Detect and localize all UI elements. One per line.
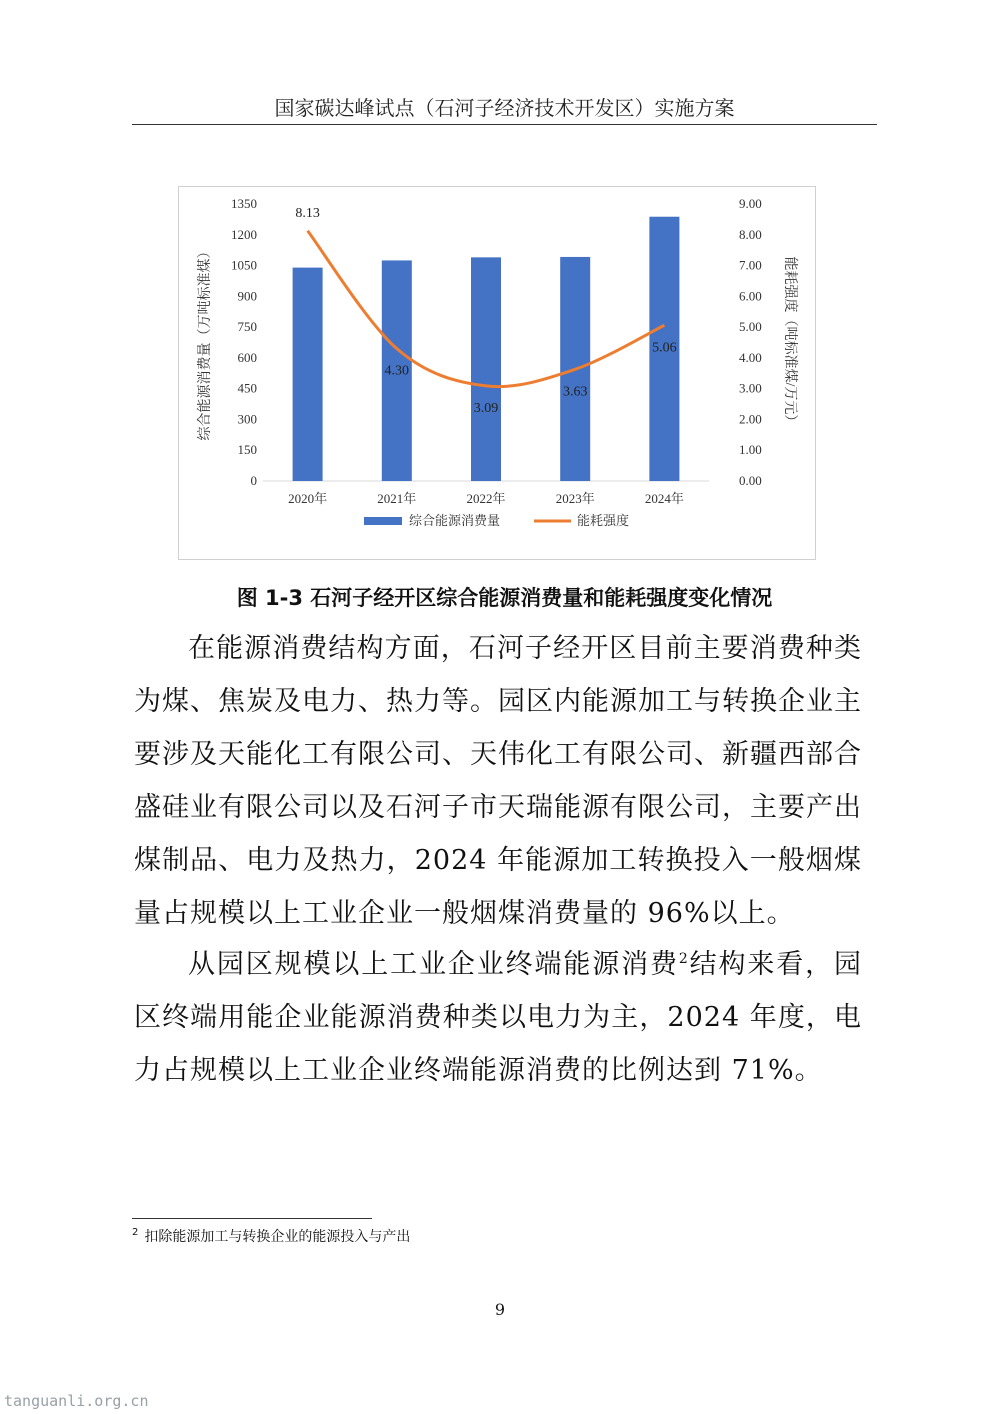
legend-swatch-bar	[364, 517, 402, 525]
page-number: 9	[494, 1300, 506, 1319]
y2-tick-label: 7.00	[739, 257, 762, 273]
page-header-title: 国家碳达峰试点（石河子经济技术开发区）实施方案	[274, 96, 735, 120]
y2-tick-label: 9.00	[739, 196, 762, 211]
y2-tick-label: 4.00	[739, 349, 762, 365]
header-rule	[132, 124, 877, 125]
y-tick-label: 1350	[231, 196, 257, 211]
y-axis-title: 综合能源消费量（万吨标准煤）	[198, 244, 213, 441]
y2-tick-label: 0.00	[739, 473, 762, 488]
data-label: 3.63	[562, 384, 588, 400]
y2-tick-label: 1.00	[739, 442, 762, 458]
y2-tick-label: 8.00	[739, 226, 762, 242]
legend-label: 综合能源消费量	[409, 513, 501, 528]
y-tick-label: 0	[250, 473, 257, 488]
y-tick-label: 150	[237, 442, 257, 458]
y2-axis-title: 能耗强度（吨标准煤/万元）	[782, 256, 797, 429]
data-label: 3.09	[473, 400, 499, 416]
y-tick-label: 300	[237, 411, 257, 427]
y-tick-label: 900	[237, 288, 257, 304]
y-tick-label: 1050	[231, 257, 257, 273]
x-tick-label: 2023年	[555, 491, 595, 506]
paragraph-2	[134, 938, 862, 1097]
footnote-mark: 2	[132, 1227, 139, 1239]
data-label: 8.13	[295, 205, 320, 221]
y-tick-label: 750	[237, 319, 257, 335]
legend-label: 能耗强度	[577, 513, 630, 528]
y2-tick-label: 3.00	[739, 380, 762, 396]
y2-tick-label: 5.00	[739, 319, 762, 335]
energy-chart	[179, 187, 815, 559]
paragraph-2-part-1: 从园区规模以上工业企业终端能源消费	[188, 949, 679, 980]
footnote-ref[interactable]: 2	[678, 951, 689, 967]
figure-caption: 图 1-3 石河子经开区综合能源消费量和能耗强度变化情况	[236, 586, 773, 610]
footnote	[132, 1226, 410, 1246]
y-tick-label: 450	[237, 380, 257, 396]
y2-tick-label: 2.00	[739, 411, 762, 427]
footnote-rule	[132, 1218, 372, 1219]
paragraph-1: 在能源消费结构方面，石河子经开区目前主要消费种类为煤、焦炭及电力、热力等。园区内能源加工与转换企业主要涉及天能化工有限公司、天伟化工有限公司、新疆西部合盛硅业有限公司以及石河子市天瑞能源有限公司，主要产出煤制品、电力及热力，2024 年能源加工转换投入一般烟煤量占规模以上工业企业一般烟煤消费量的 96%以上。	[134, 633, 862, 929]
x-tick-label: 2020年	[288, 491, 328, 506]
watermark: tanguanli.org.cn	[4, 1392, 149, 1410]
bar	[471, 257, 501, 481]
x-tick-label: 2024年	[644, 491, 684, 506]
x-tick-label: 2022年	[466, 491, 506, 506]
chart-container	[178, 186, 816, 560]
paragraph-2-part-2: 结构来看，园区终端用能企业能源消费种类以电力为主，2024 年度，电力占规模以上工业企业终端能源消费的比例达到 71%。	[134, 949, 863, 1086]
footnote-text: 扣除能源加工与转换企业的能源投入与产出	[144, 1229, 411, 1245]
y-tick-label: 1200	[231, 226, 257, 242]
x-tick-label: 2021年	[377, 491, 417, 506]
y2-tick-label: 6.00	[739, 288, 762, 304]
bar	[293, 268, 323, 481]
data-label: 5.06	[652, 340, 677, 356]
y-tick-label: 600	[237, 349, 257, 365]
data-label: 4.30	[384, 363, 410, 379]
